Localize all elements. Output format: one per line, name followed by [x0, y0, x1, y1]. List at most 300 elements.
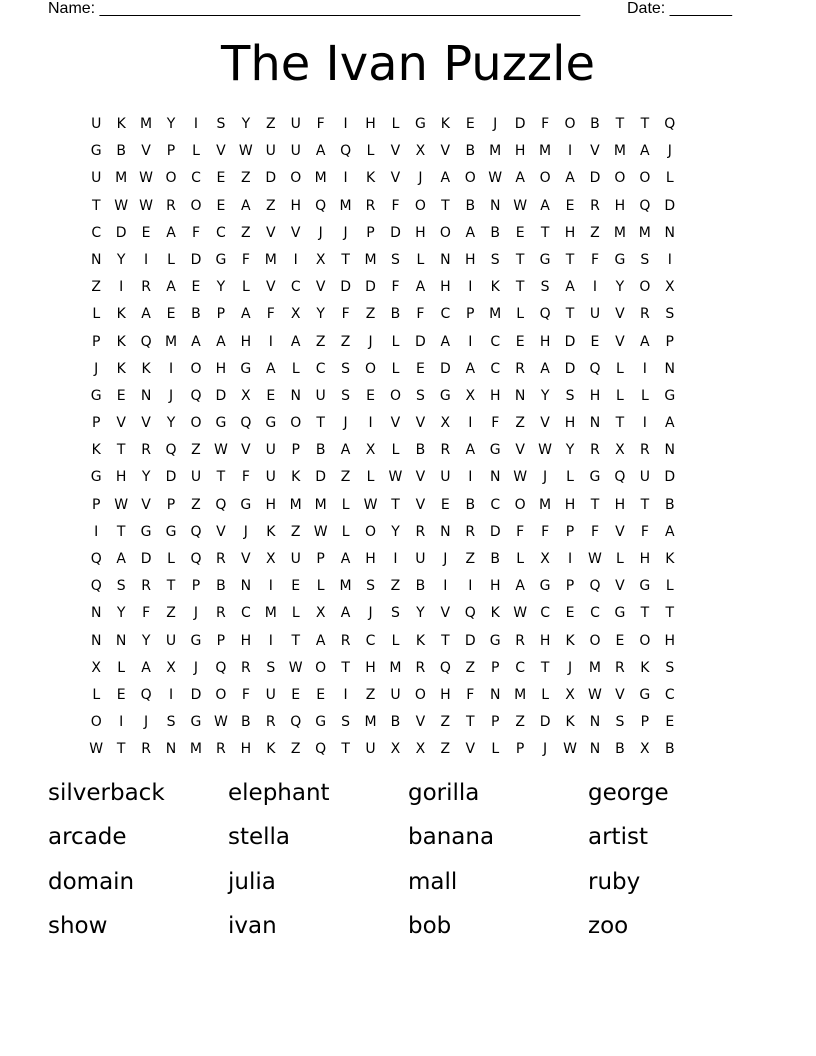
grid-letter: W: [588, 686, 603, 703]
worksheet-header: [0, 0, 816, 20]
grid-letter: B: [415, 578, 426, 595]
grid-letter: U: [315, 387, 327, 404]
grid-letter: R: [141, 741, 152, 758]
grid-letter: W: [488, 170, 503, 187]
grid-letter: Y: [166, 415, 176, 432]
grid-letter: M: [314, 496, 328, 513]
grid-letter: T: [441, 197, 451, 214]
grid-letter: H: [664, 632, 676, 649]
grid-letter: Q: [340, 143, 352, 160]
grid-letter: R: [141, 279, 152, 296]
grid-letter: N: [664, 224, 676, 241]
grid-letter: P: [665, 333, 675, 350]
word-list-item: banana: [408, 824, 495, 851]
grid-letter: Z: [290, 741, 302, 758]
grid-letter: E: [590, 333, 600, 350]
grid-letter: P: [216, 632, 226, 649]
grid-letter: D: [514, 116, 527, 132]
grid-letter: Q: [464, 605, 477, 622]
grid-row: [84, 277, 732, 304]
grid-letter: C: [490, 360, 501, 377]
grid-letter: Q: [140, 686, 153, 703]
grid-letter: J: [94, 360, 99, 377]
grid-letter: V: [415, 714, 426, 731]
grid-letter: P: [91, 496, 101, 513]
grid-letter: G: [240, 360, 252, 377]
grid-row: [84, 440, 732, 467]
grid-letter: W: [288, 659, 304, 676]
grid-letter: P: [216, 306, 226, 323]
grid-letter: R: [216, 605, 227, 622]
grid-letter: J: [193, 659, 199, 676]
grid-letter: W: [213, 714, 229, 731]
grid-letter: E: [116, 387, 127, 404]
grid-letter: N: [240, 578, 252, 595]
grid-letter: O: [290, 170, 302, 187]
grid-letter: R: [515, 632, 526, 649]
grid-letter: L: [665, 170, 675, 187]
grid-letter: A: [166, 279, 177, 296]
grid-letter: H: [465, 251, 477, 268]
grid-letter: G: [489, 632, 502, 649]
grid-letter: G: [315, 714, 327, 731]
grid-letter: E: [116, 686, 127, 703]
grid-letter: C: [91, 224, 102, 241]
grid-letter: I: [119, 714, 124, 731]
grid-letter: P: [565, 523, 575, 540]
grid-letter: O: [165, 170, 178, 187]
grid-letter: Z: [590, 224, 601, 241]
grid-letter: D: [589, 170, 601, 187]
grid-letter: U: [365, 741, 377, 758]
grid-letter: L: [516, 306, 525, 323]
grid-letter: V: [216, 523, 227, 540]
grid-letter: L: [665, 578, 675, 595]
grid-letter: Q: [589, 360, 601, 377]
grid-letter: U: [390, 686, 402, 703]
word-list-item: elephant: [228, 780, 330, 806]
grid-letter: V: [615, 523, 626, 540]
date-field-label: Date: _______: [627, 0, 732, 17]
grid-letter: A: [664, 523, 676, 540]
grid-letter: D: [190, 686, 202, 703]
grid-letter: L: [241, 279, 251, 296]
grid-row: [84, 114, 732, 141]
grid-letter: K: [640, 659, 650, 676]
grid-letter: A: [465, 224, 476, 241]
grid-letter: N: [440, 523, 452, 540]
grid-letter: S: [216, 116, 226, 132]
grid-letter: G: [190, 632, 202, 649]
grid-letter: W: [238, 143, 254, 160]
grid-letter: Y: [116, 605, 126, 622]
grid-letter: A: [565, 279, 576, 296]
grid-letter: S: [490, 251, 501, 268]
grid-letter: O: [365, 523, 377, 540]
word-list-row: [48, 913, 768, 957]
grid-letter: T: [116, 741, 126, 758]
grid-letter: I: [343, 686, 349, 703]
grid-letter: J: [493, 116, 498, 132]
grid-letter: M: [189, 741, 203, 758]
grid-letter: V: [141, 496, 152, 513]
grid-letter: D: [439, 360, 452, 377]
grid-letter: A: [290, 333, 301, 350]
grid-letter: J: [667, 143, 673, 160]
grid-letter: R: [590, 197, 601, 214]
grid-letter: I: [119, 279, 124, 296]
grid-row: [84, 250, 732, 277]
grid-letter: C: [290, 279, 302, 296]
grid-letter: Y: [166, 116, 176, 132]
grid-letter: G: [215, 415, 227, 432]
grid-letter: P: [166, 143, 176, 160]
grid-letter: A: [340, 551, 351, 567]
grid-letter: D: [464, 632, 477, 649]
grid-letter: H: [290, 197, 302, 214]
grid-letter: Y: [141, 632, 151, 649]
grid-letter: V: [241, 551, 252, 567]
grid-letter: U: [290, 116, 302, 132]
grid-letter: A: [141, 306, 152, 323]
grid-letter: J: [443, 551, 448, 567]
grid-letter: I: [468, 279, 473, 296]
grid-letter: F: [590, 523, 600, 540]
grid-letter: V: [216, 143, 227, 160]
grid-letter: M: [364, 251, 378, 268]
grid-letter: Q: [215, 659, 227, 676]
grid-letter: C: [664, 686, 676, 703]
grid-letter: N: [440, 251, 452, 268]
grid-letter: W: [213, 442, 229, 459]
grid-letter: H: [564, 415, 576, 432]
grid-letter: K: [266, 523, 276, 540]
grid-letter: E: [291, 578, 301, 595]
grid-letter: B: [116, 143, 127, 160]
grid-letter: A: [241, 197, 252, 214]
grid-letter: G: [190, 714, 202, 731]
grid-letter: E: [565, 605, 575, 622]
grid-letter: E: [565, 197, 575, 214]
grid-letter: D: [140, 551, 152, 567]
word-list-item: bob: [408, 912, 452, 939]
grid-letter: R: [340, 632, 351, 649]
grid-letter: F: [516, 523, 525, 540]
grid-letter: A: [640, 333, 651, 350]
grid-letter: V: [315, 279, 326, 296]
grid-letter: C: [216, 224, 227, 241]
grid-letter: K: [116, 306, 127, 323]
grid-letter: Q: [190, 387, 202, 404]
grid-letter: W: [513, 469, 528, 486]
grid-letter: N: [489, 469, 501, 486]
grid-letter: J: [368, 605, 374, 622]
grid-letter: A: [465, 442, 476, 459]
grid-letter: O: [639, 632, 651, 649]
grid-letter: H: [415, 224, 427, 241]
grid-letter: I: [642, 415, 648, 432]
grid-letter: H: [365, 659, 377, 676]
grid-letter: O: [290, 415, 302, 432]
grid-letter: E: [665, 714, 675, 731]
grid-letter: Q: [240, 415, 252, 432]
grid-letter: I: [468, 415, 473, 432]
grid-letter: F: [541, 116, 550, 132]
grid-letter: Z: [440, 714, 451, 731]
grid-letter: F: [391, 279, 400, 296]
grid-letter: R: [141, 442, 152, 459]
grid-letter: B: [390, 306, 401, 323]
grid-letter: W: [388, 469, 403, 486]
grid-letter: R: [440, 442, 451, 459]
grid-letter: B: [664, 741, 676, 758]
grid-letter: N: [489, 197, 501, 214]
grid-letter: U: [265, 143, 277, 160]
grid-letter: V: [241, 442, 252, 459]
grid-row: [84, 685, 732, 712]
grid-letter: S: [366, 578, 376, 595]
grid-letter: E: [266, 387, 276, 404]
grid-letter: I: [468, 333, 473, 350]
grid-letter: S: [540, 279, 551, 296]
grid-letter: K: [116, 360, 127, 377]
grid-letter: G: [414, 116, 427, 132]
grid-letter: K: [565, 632, 576, 649]
grid-letter: N: [290, 387, 302, 404]
grid-letter: A: [340, 605, 351, 622]
grid-letter: H: [240, 333, 252, 350]
grid-letter: Z: [515, 415, 526, 432]
grid-letter: A: [415, 279, 426, 296]
grid-letter: U: [91, 170, 102, 187]
grid-letter: M: [539, 496, 552, 513]
grid-letter: E: [141, 224, 152, 241]
grid-letter: N: [165, 741, 177, 758]
grid-letter: L: [291, 605, 301, 622]
grid-row: [84, 304, 732, 331]
grid-letter: V: [515, 442, 526, 459]
grid-letter: S: [341, 387, 351, 404]
word-list-item: mall: [408, 868, 458, 895]
grid-letter: G: [90, 469, 103, 486]
grid-letter: I: [393, 551, 399, 567]
grid-letter: Y: [540, 387, 550, 404]
grid-letter: A: [565, 170, 576, 187]
grid-letter: A: [515, 170, 526, 187]
grid-letter: E: [291, 686, 301, 703]
grid-letter: S: [640, 251, 650, 268]
grid-letter: E: [216, 197, 226, 214]
grid-letter: C: [440, 306, 451, 323]
grid-letter: Z: [265, 197, 277, 214]
grid-letter: O: [514, 496, 527, 513]
grid-letter: H: [639, 551, 651, 567]
grid-letter: B: [590, 116, 601, 132]
grid-letter: X: [440, 415, 451, 432]
grid-letter: O: [190, 197, 202, 214]
grid-letter: U: [265, 686, 277, 703]
grid-letter: F: [266, 306, 276, 323]
grid-letter: L: [391, 632, 400, 649]
grid-letter: F: [241, 469, 251, 486]
grid-letter: O: [439, 224, 452, 241]
grid-letter: L: [167, 251, 176, 268]
grid-letter: P: [366, 224, 376, 241]
grid-letter: U: [290, 143, 302, 160]
grid-letter: E: [440, 496, 451, 513]
grid-letter: V: [116, 415, 127, 432]
grid-letter: H: [265, 496, 277, 513]
grid-letter: Y: [565, 442, 575, 459]
grid-letter: L: [341, 523, 350, 540]
grid-letter: C: [191, 170, 202, 187]
grid-letter: T: [91, 197, 101, 214]
grid-letter: G: [140, 523, 153, 540]
grid-letter: L: [92, 686, 101, 703]
grid-letter: N: [664, 442, 676, 459]
grid-letter: Y: [615, 279, 625, 296]
grid-letter: L: [541, 686, 550, 703]
grid-letter: R: [415, 659, 426, 676]
grid-letter: I: [168, 360, 174, 377]
grid-letter: V: [390, 170, 401, 187]
grid-letter: A: [440, 333, 451, 350]
grid-letter: D: [564, 360, 576, 377]
grid-letter: N: [514, 387, 526, 404]
grid-letter: L: [316, 578, 326, 595]
grid-letter: N: [589, 415, 601, 432]
grid-letter: G: [639, 686, 651, 703]
grid-letter: I: [343, 116, 349, 132]
grid-letter: L: [92, 306, 101, 323]
word-list: [48, 780, 768, 957]
grid-letter: A: [315, 632, 326, 649]
grid-row: [84, 413, 732, 440]
grid-letter: I: [168, 686, 174, 703]
grid-letter: K: [266, 741, 276, 758]
grid-letter: E: [515, 333, 526, 350]
grid-letter: W: [588, 551, 603, 567]
grid-letter: T: [565, 251, 575, 268]
grid-letter: W: [89, 741, 104, 758]
grid-letter: T: [540, 224, 550, 241]
grid-letter: O: [389, 387, 402, 404]
grid-letter: N: [115, 632, 127, 649]
grid-letter: O: [365, 360, 377, 377]
grid-letter: Z: [191, 496, 202, 513]
grid-letter: Q: [639, 197, 651, 214]
grid-letter: V: [415, 415, 426, 432]
grid-letter: F: [191, 224, 201, 241]
grid-letter: Z: [465, 551, 476, 567]
grid-letter: F: [241, 251, 251, 268]
grid-letter: O: [614, 170, 626, 187]
grid-letter: H: [240, 632, 252, 649]
grid-letter: H: [365, 116, 377, 132]
grid-letter: C: [490, 496, 501, 513]
grid-letter: M: [339, 578, 353, 595]
grid-letter: B: [465, 197, 476, 214]
grid-letter: M: [364, 714, 378, 731]
grid-letter: J: [567, 659, 573, 676]
grid-letter: I: [268, 578, 274, 595]
grid-letter: M: [289, 496, 303, 513]
grid-letter: D: [390, 224, 402, 241]
grid-letter: T: [391, 496, 401, 513]
grid-letter: I: [368, 415, 374, 432]
grid-letter: O: [190, 360, 202, 377]
grid-letter: V: [390, 143, 401, 160]
grid-letter: J: [243, 523, 249, 540]
grid-row: [84, 631, 732, 658]
grid-letter: V: [415, 469, 426, 486]
word-list-item: stella: [228, 824, 291, 851]
grid-letter: A: [315, 143, 326, 160]
word-list-row: [48, 780, 768, 824]
grid-letter: L: [491, 741, 500, 758]
grid-letter: E: [366, 387, 376, 404]
grid-letter: H: [489, 578, 501, 595]
grid-letter: T: [640, 116, 650, 132]
grid-letter: H: [215, 360, 227, 377]
grid-letter: N: [664, 360, 676, 377]
grid-letter: K: [116, 333, 127, 350]
grid-letter: T: [216, 469, 226, 486]
grid-letter: N: [489, 686, 501, 703]
grid-letter: W: [513, 605, 528, 622]
grid-letter: P: [316, 551, 326, 567]
grid-letter: Q: [315, 197, 327, 214]
grid-letter: S: [341, 714, 351, 731]
grid-letter: V: [615, 333, 626, 350]
grid-letter: A: [540, 360, 551, 377]
grid-letter: S: [391, 605, 401, 622]
grid-letter: K: [565, 714, 576, 731]
grid-letter: A: [440, 170, 451, 187]
grid-letter: R: [216, 551, 227, 567]
grid-letter: B: [241, 714, 252, 731]
grid-row: [84, 168, 732, 195]
grid-letter: I: [468, 578, 473, 595]
grid-letter: P: [565, 578, 575, 595]
grid-letter: C: [590, 605, 601, 622]
word-list-item: silverback: [48, 780, 165, 806]
grid-letter: D: [664, 469, 676, 486]
puzzle-title: The Ivan Puzzle: [221, 36, 595, 92]
grid-letter: X: [415, 741, 426, 758]
grid-letter: J: [193, 605, 199, 622]
grid-letter: V: [590, 143, 601, 160]
grid-letter: H: [440, 279, 452, 296]
grid-letter: W: [139, 170, 154, 187]
grid-letter: B: [615, 741, 626, 758]
grid-letter: T: [515, 251, 525, 268]
grid-letter: Y: [416, 605, 426, 622]
grid-letter: O: [90, 714, 103, 731]
grid-letter: V: [141, 143, 152, 160]
grid-letter: M: [613, 143, 627, 160]
grid-letter: G: [90, 143, 103, 160]
grid-letter: U: [265, 442, 277, 459]
grid-letter: T: [316, 415, 326, 432]
grid-letter: T: [565, 306, 575, 323]
grid-letter: S: [341, 360, 351, 377]
grid-letter: G: [265, 415, 277, 432]
grid-letter: Q: [315, 741, 327, 758]
grid-letter: M: [115, 170, 128, 187]
grid-letter: O: [190, 415, 202, 432]
grid-letter: I: [343, 170, 349, 187]
